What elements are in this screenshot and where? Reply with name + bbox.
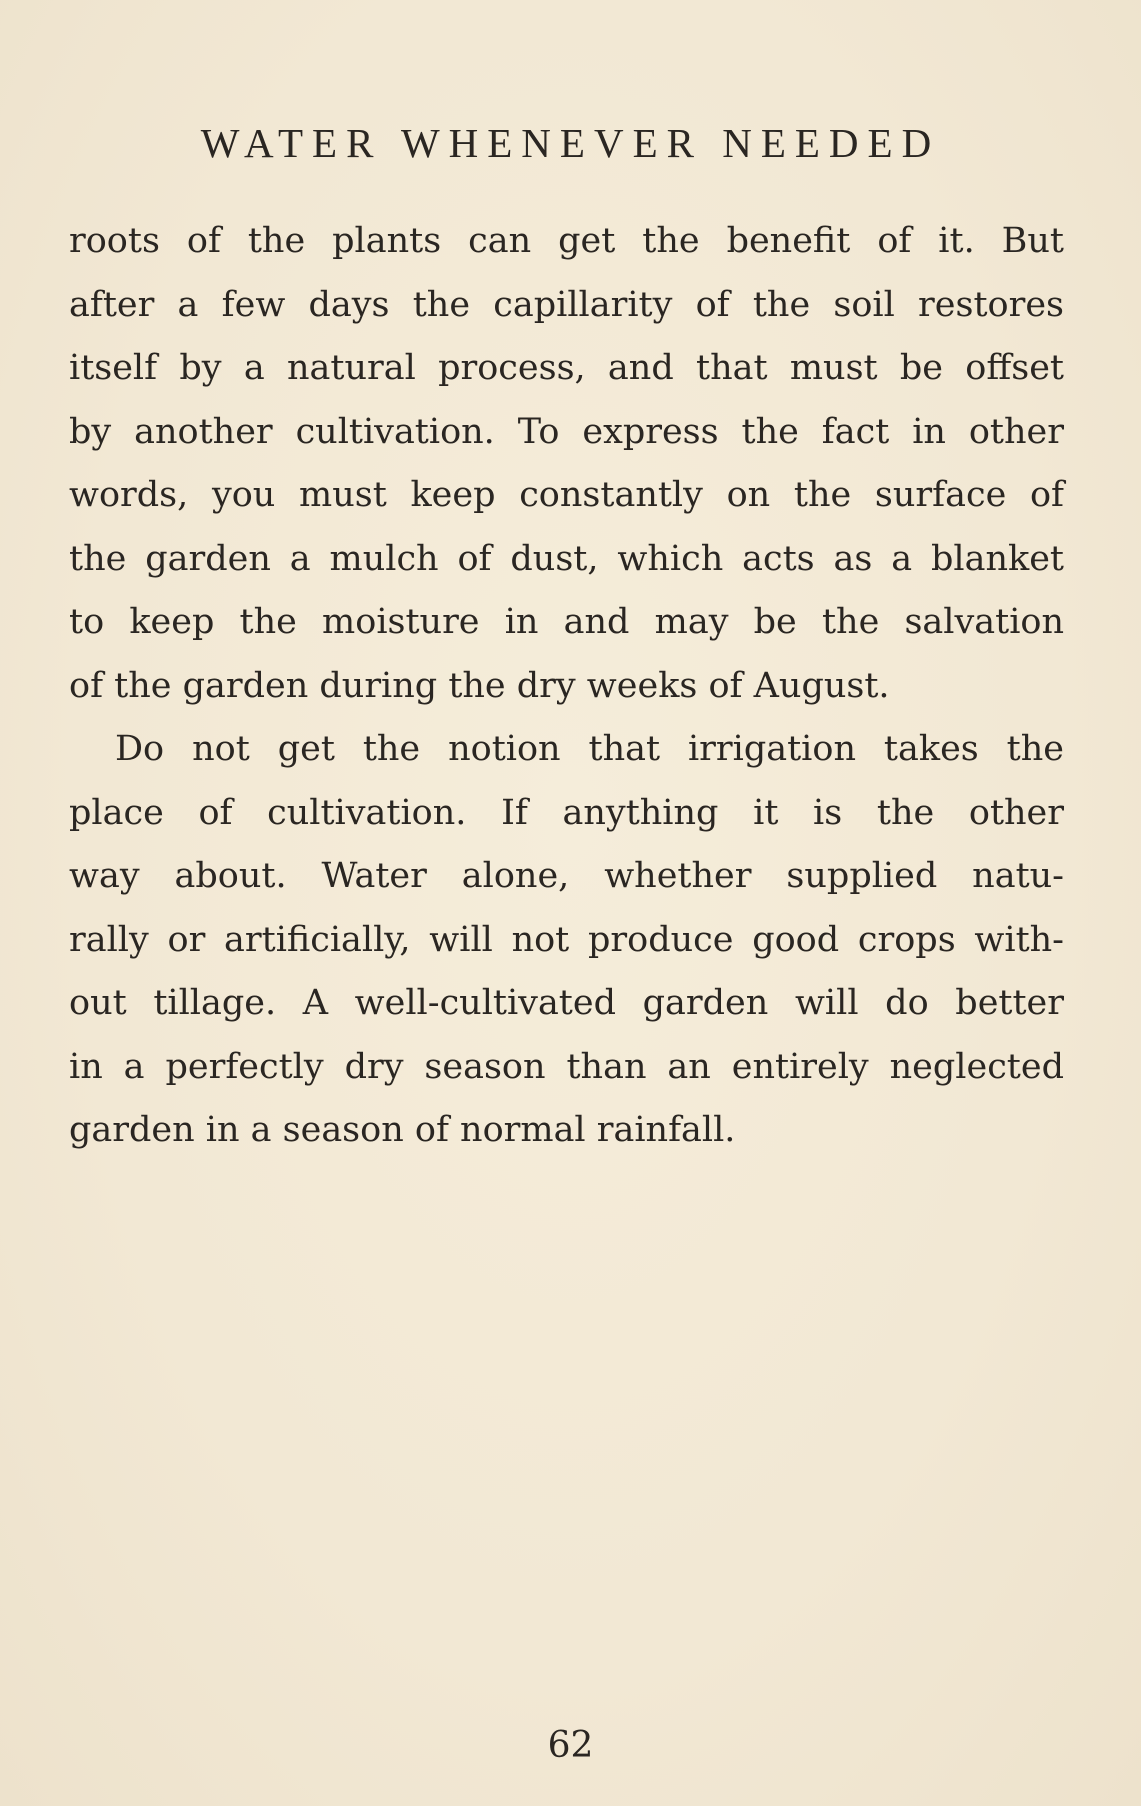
paragraph: [69, 718, 1064, 1163]
text-line: place of cultivation. If anything it is the other: [69, 792, 1064, 833]
text-line: roots of the plants can get the benefit of it. But: [69, 221, 1064, 261]
text-line: rally or artificially, will not produce good crops with-: [69, 919, 1064, 960]
text-line: itself by a natural process, and that must be offset: [69, 348, 1064, 388]
text-line: way about. Water alone, whether supplied natu-: [69, 856, 1064, 896]
text-line: after a few days the capillarity of the soil restores: [69, 284, 1064, 325]
paragraph: [69, 210, 1064, 718]
text-line: in a perfectly dry season than an entirely neglected: [69, 1046, 1064, 1087]
text-line: the garden a mulch of dust, which acts as a blanket: [69, 538, 1064, 579]
running-head: WATER WHENEVER NEEDED: [200, 120, 941, 166]
text-line: garden in a season of normal rainfall.: [69, 1110, 736, 1150]
text-line: by another cultivation. To express the fact in other: [69, 411, 1064, 452]
page-number: 62: [547, 1725, 594, 1766]
text-line: to keep the moisture in and may be the salvation: [69, 602, 1064, 642]
text-line: out tillage. A well-cultivated garden will do better: [69, 983, 1064, 1023]
text-line: words, you must keep constantly on the surface of: [69, 475, 1064, 515]
text-line: Do not get the notion that irrigation takes the: [115, 729, 1064, 769]
body-text: [69, 210, 1064, 1163]
text-line: of the garden during the dry weeks of August.: [69, 665, 890, 706]
